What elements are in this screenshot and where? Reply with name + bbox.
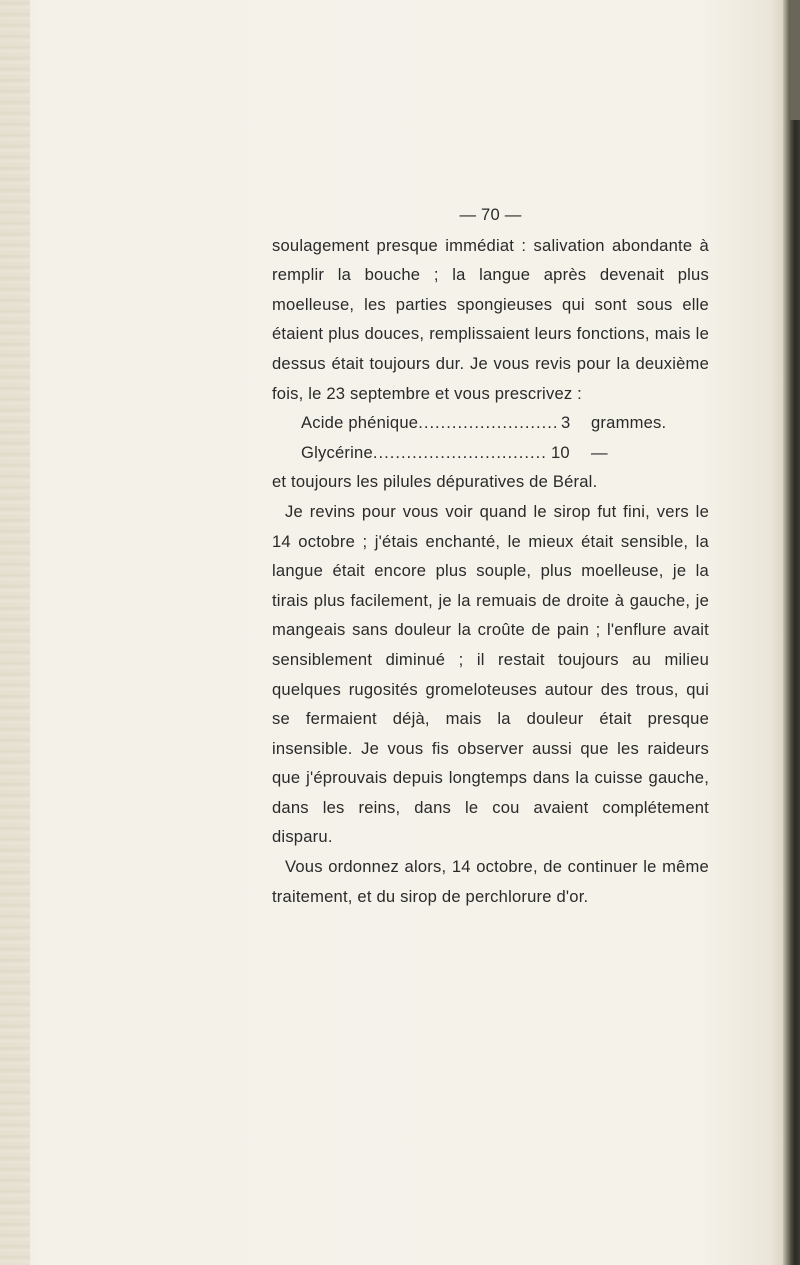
book-binding-edge-top xyxy=(790,0,800,120)
ingredient-name: Acide phénique xyxy=(301,413,419,433)
dot-leader xyxy=(373,438,548,468)
ingredient-unit: — xyxy=(591,442,608,462)
prescription xyxy=(272,408,709,467)
page-left-edge xyxy=(0,0,30,1265)
dot-leader xyxy=(418,408,558,438)
page-text xyxy=(272,200,709,911)
ingredient-quantity: 3 xyxy=(561,413,571,433)
paragraph-3: Je revins pour vous voir quand le sirop fut fini, vers le 14 octobre ; j'étais enchanté, le mieux était sensible, la langue était encore plus souple, plus moelleuse, je la tirais plus facilement, je la remuais de droite à gauche, je mangeais sans douleur la croûte de pain ; l'enflure avait sensiblement diminué ; il restait toujours au milieu quelques rugosités gromeloteuses autour des trous, qui se fermaient déjà, mais la douleur était presque insensible. Je vous fis observer aussi que les raideurs que j'éprouvais depuis longtemps dans la cuisse gauche, dans les reins, dans le cou avaient complétement disparu. xyxy=(272,501,709,847)
paragraph-4: Vous ordonnez alors, 14 octobre, de continuer le même traitement, et du sirop de perchlorure d'or. xyxy=(272,857,709,906)
prescription-line xyxy=(301,438,671,468)
ingredient-unit: grammes. xyxy=(591,413,667,433)
ingredient-name: Glycérine xyxy=(301,442,373,462)
paragraph-2: et toujours les pilules dépuratives de Béral. xyxy=(272,472,598,492)
ingredient-quantity: 10 xyxy=(551,442,570,462)
page-number: — 70 — xyxy=(459,205,522,224)
book-binding-edge xyxy=(783,0,800,1265)
prescription-line xyxy=(301,408,671,438)
paragraph-1: soulagement presque immédiat : salivation abondante à remplir la bouche ; la langue après devenait plus moelleuse, les parties spongieuses qui sont sous elle étaient plus douces, remplissaient leurs fonctions, mais le dessus était toujours dur. Je vous revis pour la deuxième fois, le 23 septembre et vous prescrivez : xyxy=(272,235,709,403)
